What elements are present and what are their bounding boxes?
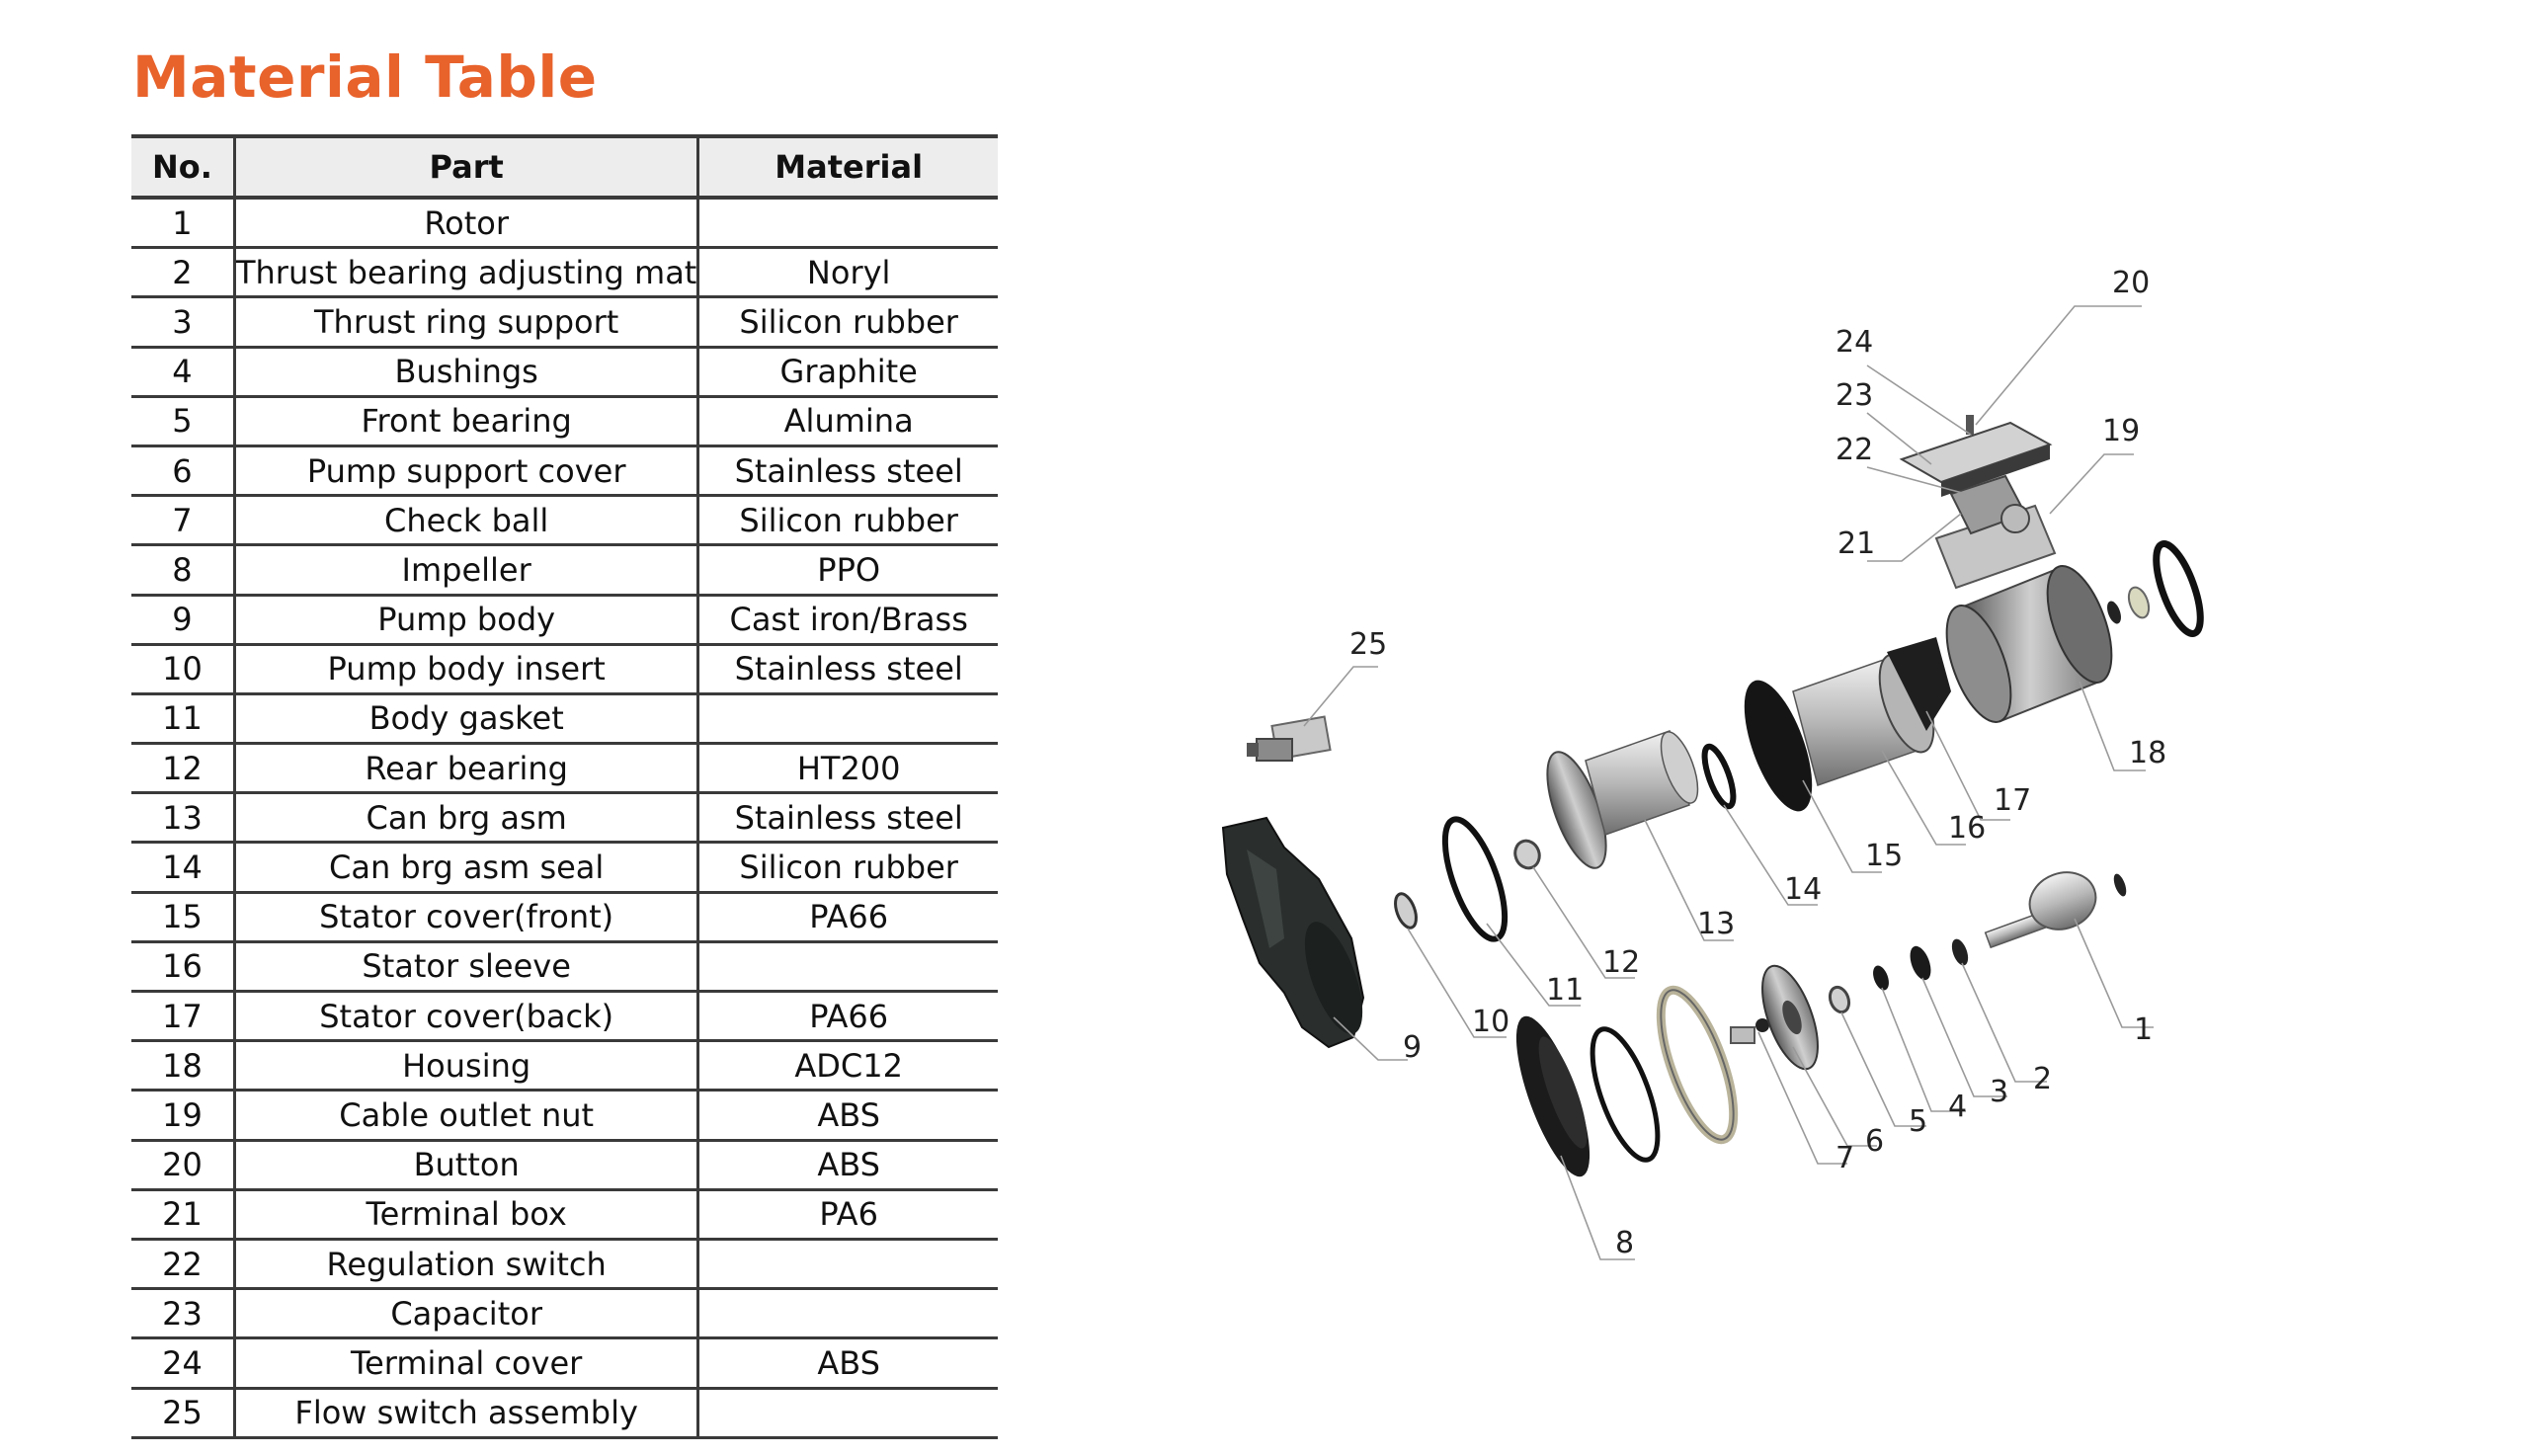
stator-assembly-part <box>1731 637 1951 820</box>
terminal-box-part <box>1936 476 2055 588</box>
cell-part: Capacitor <box>234 1289 697 1338</box>
cell-no: 13 <box>131 793 234 843</box>
cell-no: 10 <box>131 644 234 693</box>
cell-material: PA66 <box>698 892 998 941</box>
cell-no: 8 <box>131 545 234 595</box>
cell-material: Noryl <box>698 248 998 297</box>
cell-material: HT200 <box>698 744 998 793</box>
cell-part: Rear bearing <box>234 744 697 793</box>
callout-11: 11 <box>1546 973 1585 1008</box>
cell-material: Stainless steel <box>698 644 998 693</box>
cell-part: Can brg asm <box>234 793 697 843</box>
pump-body-insert-part <box>1391 891 1420 930</box>
cell-part: Flow switch assembly <box>234 1388 697 1437</box>
callout-23: 23 <box>1836 378 1874 413</box>
callout-24: 24 <box>1836 325 1874 360</box>
cell-no: 2 <box>131 248 234 297</box>
cell-no: 17 <box>131 992 234 1041</box>
rotor-part <box>1986 863 2129 947</box>
thrust-mat-part <box>1949 936 1972 967</box>
pump-support-cover-part <box>1752 959 1830 1076</box>
terminal-cover-part <box>1902 415 2050 497</box>
cell-part: Cable outlet nut <box>234 1091 697 1140</box>
callout-25: 25 <box>1349 627 1388 662</box>
callout-4: 4 <box>1948 1090 1968 1124</box>
cell-no: 21 <box>131 1189 234 1239</box>
body-gasket-part <box>1432 812 1516 945</box>
cell-part: Front bearing <box>234 396 697 445</box>
cell-material: Silicon rubber <box>698 297 998 347</box>
flow-switch-part <box>1247 717 1331 761</box>
callout-13: 13 <box>1697 907 1736 941</box>
cell-no: 15 <box>131 892 234 941</box>
cell-part: Thrust bearing adjusting mat <box>234 248 697 297</box>
column-header-part: Part <box>234 136 697 198</box>
cell-material: Silicon rubber <box>698 496 998 545</box>
cell-no: 4 <box>131 347 234 396</box>
cell-no: 20 <box>131 1140 234 1189</box>
callout-10: 10 <box>1472 1005 1510 1039</box>
cell-no: 12 <box>131 744 234 793</box>
callout-5: 5 <box>1909 1104 1928 1139</box>
cell-material: Stainless steel <box>698 793 998 843</box>
cell-material: ABS <box>698 1140 998 1189</box>
column-header-no: No. <box>131 136 234 198</box>
cell-material: PA66 <box>698 992 998 1041</box>
callout-2: 2 <box>2033 1062 2053 1096</box>
callout-21: 21 <box>1837 526 1876 561</box>
front-bearing-part <box>1827 985 1852 1015</box>
callout-6: 6 <box>1865 1124 1885 1159</box>
cable-outlet-nut-part <box>2104 538 2209 638</box>
cell-no: 14 <box>131 843 234 892</box>
callout-7: 7 <box>1836 1141 1855 1175</box>
cell-no: 16 <box>131 941 234 991</box>
cell-no: 3 <box>131 297 234 347</box>
cell-no: 1 <box>131 198 234 248</box>
cell-material: Alumina <box>698 396 998 445</box>
cell-no: 7 <box>131 496 234 545</box>
callout-22: 22 <box>1836 433 1874 467</box>
callout-16: 16 <box>1948 811 1987 846</box>
cell-material: Stainless steel <box>698 445 998 495</box>
cell-part: Terminal cover <box>234 1338 697 1388</box>
callout-1: 1 <box>2134 1012 2154 1047</box>
cell-no: 6 <box>131 445 234 495</box>
impeller-part <box>1502 1009 1604 1184</box>
callout-12: 12 <box>1602 945 1641 980</box>
callout-19: 19 <box>2102 414 2141 448</box>
cell-part: Pump body <box>234 595 697 644</box>
cell-no: 24 <box>131 1338 234 1388</box>
cell-no: 18 <box>131 1041 234 1091</box>
column-header-material: Material <box>698 136 998 198</box>
cell-no: 22 <box>131 1239 234 1288</box>
rear-bearing-part <box>1511 838 1543 872</box>
callout-17: 17 <box>1994 783 2032 818</box>
callout-15: 15 <box>1865 839 1904 873</box>
pump-body-part <box>1223 818 1374 1047</box>
cell-part: Button <box>234 1140 697 1189</box>
can-seal-part <box>1699 744 1740 810</box>
cell-part: Pump body insert <box>234 644 697 693</box>
pump-support-ring-part <box>1646 982 1749 1148</box>
callout-14: 14 <box>1784 872 1823 907</box>
o-ring-part <box>1580 1021 1672 1168</box>
cell-material: Cast iron/Brass <box>698 595 998 644</box>
page-title: Material Table <box>132 43 598 111</box>
cell-part: Rotor <box>234 198 697 248</box>
cell-part: Impeller <box>234 545 697 595</box>
cell-part: Stator cover(front) <box>234 892 697 941</box>
cell-part: Can brg asm seal <box>234 843 697 892</box>
cell-part: Pump support cover <box>234 445 697 495</box>
cell-no: 23 <box>131 1289 234 1338</box>
cell-no: 5 <box>131 396 234 445</box>
cell-material: Graphite <box>698 347 998 396</box>
cell-part: Terminal box <box>234 1189 697 1239</box>
cell-part: Bushings <box>234 347 697 396</box>
cell-material: PPO <box>698 545 998 595</box>
cell-no: 19 <box>131 1091 234 1140</box>
cell-material: ABS <box>698 1338 998 1388</box>
cell-part: Check ball <box>234 496 697 545</box>
cell-material: ABS <box>698 1091 998 1140</box>
callout-8: 8 <box>1615 1226 1635 1260</box>
callout-9: 9 <box>1403 1030 1423 1065</box>
cell-part: Regulation switch <box>234 1239 697 1288</box>
cell-no: 11 <box>131 693 234 743</box>
can-bearing-assembly-part <box>1535 728 1705 875</box>
callout-20: 20 <box>2112 266 2151 300</box>
cell-part: Stator sleeve <box>234 941 697 991</box>
callout-3: 3 <box>1990 1075 2009 1109</box>
check-ball-part <box>1731 1018 1769 1043</box>
cell-no: 25 <box>131 1388 234 1437</box>
cell-part: Body gasket <box>234 693 697 743</box>
cell-part: Thrust ring support <box>234 297 697 347</box>
cell-material: Silicon rubber <box>698 843 998 892</box>
cell-part: Stator cover(back) <box>234 992 697 1041</box>
callout-18: 18 <box>2129 736 2167 770</box>
cell-material: PA6 <box>698 1189 998 1239</box>
cell-no: 9 <box>131 595 234 644</box>
cell-material: ADC12 <box>698 1041 998 1091</box>
cell-part: Housing <box>234 1041 697 1091</box>
